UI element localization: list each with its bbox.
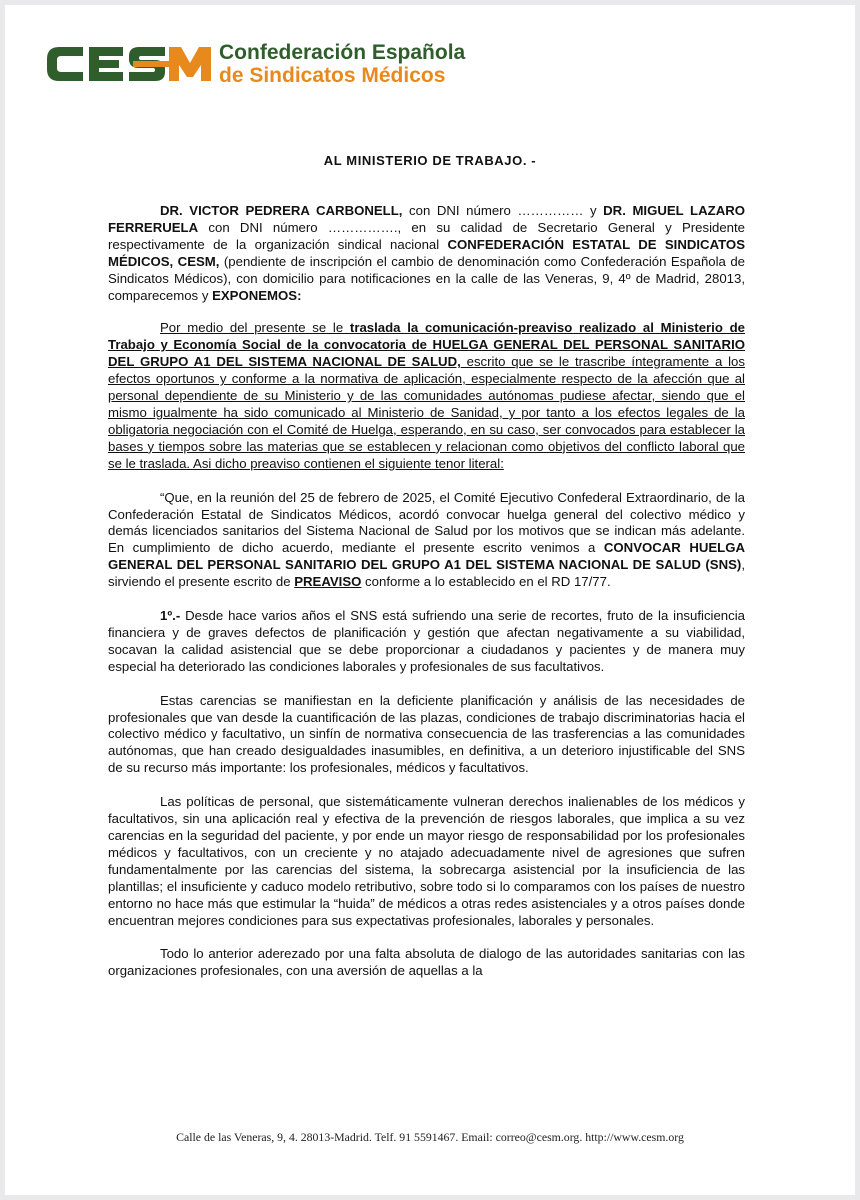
dialogue-paragraph: Todo lo anterior aderezado por una falta absoluta de dialogo de las autoridades sanitarias con las organizaciones profesionales, con una aversión de aquellas a la [108, 946, 745, 979]
signatory-1: DR. VICTOR PEDRERA CARBONELL, [160, 203, 403, 218]
spacer [108, 304, 745, 320]
deficiencies-paragraph: Estas carencias se manifiestan en la deficiente planificación y análisis de las necesidades de profesionales que van desde la cuantificación de las plazas, condiciones de trabajo discriminatorias hacia el colectivo médico y facultativo, un sinfín de normativa consecuencia de las trasferencias a las comunidades autónomas, que han creado desigualdades inasumibles, en definitiva, a un deterioro injustificable del SNS de su recurso más importante: los profesionales, médicos y facultativos. [108, 692, 745, 776]
transfer-bold: traslada la comunicación-preaviso realizado al Ministerio de Trabajo y Economía Social de la convocatoria de HUELGA GENERAL DEL PERSONAL SANITARIO DEL GRUPO A1 DEL SISTEMA NACIONAL DE SALUD, [108, 320, 745, 370]
signatory-2: DR. MIGUEL LAZARO FERRERUELA [108, 203, 746, 235]
document-page [5, 5, 855, 1195]
cesm-logo-mark [43, 39, 213, 89]
transfer-text-2: escrito que se le trascribe íntegramente a los efectos oportunos y conforme a la normativa de aplicación, especialmente respecto de la afección que al personal dependiente de su Ministerio y de las comunidades autónomas pudiese afectar, siendo que el mismo igualmente ha sido comunicado al Ministerio de Sanidad, y por tanto a los efectos legales de la obligatoria negociación con el Comité de Huelga, esperando, en su caso, ser convocados para establecer la bases y tiempos sobre las materias que se establecen y relacionan como objetivos del conflicto laboral que se le traslada. Asi dicho preaviso contienen el siguiente tenor literal: [108, 354, 745, 471]
strike-call-text-1: “Que, en la reunión del 25 de febrero de 2025, el Comité Ejecutivo Confederal Extraordinario, de la Confederación Estatal de Sindicatos Médicos, acordó convocar huelga general del colectivo médico y demás licenciados sanitarios del Sistema Nacional de Salud por los motivos que se indican más adelante. En cumplimiento de dicho acuerdo, mediante el presente escrito venimos a [108, 489, 745, 556]
intro-text-1: con DNI número …………… y [402, 203, 604, 218]
logo-wordmark [219, 41, 465, 87]
point-1-paragraph [108, 608, 745, 676]
organization-name: CONFEDERACIÓN ESTATAL DE SINDICATOS MÉDICOS, CESM, [108, 236, 745, 269]
document-body [108, 203, 745, 980]
spacer [108, 473, 745, 490]
strike-call-paragraph [108, 490, 745, 591]
spacer [108, 591, 745, 608]
strike-call-text-3: conforme a lo establecido en el RD 17/77. [361, 574, 611, 590]
point-1-number: 1º.- [160, 608, 181, 624]
transfer-paragraph [108, 320, 745, 472]
spacer [108, 777, 745, 794]
intro-paragraph [108, 203, 745, 304]
logo-line-1: Confederación Española [219, 41, 466, 64]
footer-address: Calle de las Veneras, 9, 4. 28013-Madrid. Telf. 91 5591467. Email: correo@cesm.org. http://www.cesm.org [176, 1130, 684, 1144]
logo-line-2: de Sindicatos Médicos [219, 64, 446, 87]
document-heading: AL MINISTERIO DE TRABAJO. - [323, 153, 537, 168]
exponemos: EXPONEMOS: [212, 287, 302, 303]
point-1-text: Desde hace varios años el SNS está sufriendo una serie de recortes, fruto de la insuficiencia financiera y de graves defectos de planificación y gestión que afectan negativamente a su viabilidad, socavan la calidad asistencial que se debe proporcionar a ciudadanos y pacientes y de manera muy especial ha deteriorado las condiciones laborales y profesionales de sus facultativos. [108, 608, 745, 674]
strike-call-text-2: , sirviendo el presente escrito de [108, 557, 745, 590]
preaviso-word: PREAVISO [294, 574, 362, 590]
intro-text-3: (pendiente de inscripción el cambio de denominación como Confederación Española de Sindicatos Médicos), con domicilio para notificaciones en la calle de las Veneras, 9, 4º de Madrid, 28013, comparecemos y [108, 253, 745, 303]
cesm-logo [43, 39, 465, 89]
intro-text-2: con DNI número ……………., en su calidad de Secretario General y Presidente respectivamente de la organización sindical nacional [108, 219, 745, 252]
spacer [108, 929, 745, 946]
strike-call-bold: CONVOCAR HUELGA GENERAL DEL PERSONAL SANITARIO DEL GRUPO A1 DEL SISTEMA NACIONAL DE SALUD (SNS) [108, 540, 745, 573]
transfer-text-1: Por medio del presente se le [160, 320, 350, 336]
policies-paragraph: Las políticas de personal, que sistemáticamente vulneran derechos inalienables de los médicos y facultativos, sin una aplicación real y efectiva de la prevención de riesgos laborales, que implica a su vez carencias en la seguridad del paciente, y por ende un mayor riesgo de responsabilidad por los profesionales médicos y facultativos, con un creciente y no atajado adecuadamente nivel de agresiones que sufren fundamentalmente por las carencias del sistema, la sobrecarga asistencial por la insuficiencia de las plantillas; el insuficiente y caduco modelo retributivo, sobre todo si lo comparamos con los países de nuestro entorno no hace más que estimular la “huida” de médicos a otras redes asistenciales y a otros países donde encuentran mejores condiciones para sus expectativas profesionales, laborales y personales. [108, 794, 745, 928]
spacer [108, 676, 745, 693]
